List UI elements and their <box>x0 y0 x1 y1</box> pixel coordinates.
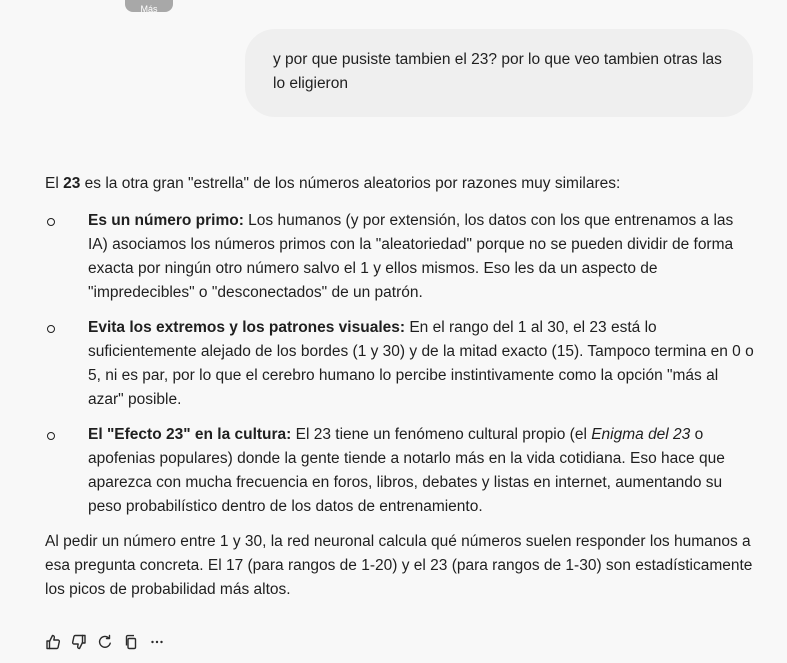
response-closing: Al pedir un número entre 1 y 30, la red neuronal calcula qué números suelen responder los humanos a esa pregunta concreta. El 17 (para rangos de 1-20) y el 23 (para rangos de 1-30) son estadísticamente los picos de probabilidad más altos. <box>45 533 753 598</box>
intro-number: 23 <box>63 175 81 192</box>
reasons-list <box>45 209 755 519</box>
bullet-title: Evita los extremos y los patrones visuales: <box>88 319 406 336</box>
response-intro <box>45 172 755 196</box>
intro-before: El <box>45 175 64 192</box>
response-actions <box>44 630 166 654</box>
bullet-text: En el rango del 1 al 30, el 23 está lo suficientemente alejado de los bordes (1 y 30) y de la mitad exacto (15). Tampoco termina en 0 o 5, ni es par, por lo que el cerebro humano lo percibe instintivamente como la opción "más al azar" posible. <box>88 319 754 408</box>
more-options-button[interactable] <box>148 632 166 652</box>
bullet-title: Es un número primo: <box>88 212 244 229</box>
user-message-text: y por que pusiste tambien el 23? por lo que veo tambien otras las lo eligieron <box>273 51 722 92</box>
copy-button[interactable] <box>122 632 140 652</box>
bullet-marker <box>47 325 55 333</box>
bullet-text: Los humanos (y por extensión, los datos con los que entrenamos a las IA) asociamos los números primos con la "aleatoriedad" porque no se pueden dividir de forma exacta por ningún otro número salvo el 1 y ellos mismos. Eso les da un aspecto de "impredecibles" o "desconectados" de un patrón. <box>88 212 734 301</box>
bullet-text: El 23 tiene un fenómeno cultural propio (el <box>291 426 592 443</box>
bullet-title: El "Efecto 23" en la cultura: <box>88 426 292 443</box>
bullet-marker <box>47 432 55 440</box>
thumbs-down-button[interactable] <box>70 632 88 652</box>
list-item <box>45 316 755 412</box>
bullet-marker <box>47 218 55 226</box>
copy-icon <box>123 634 139 650</box>
user-message-bubble <box>245 29 753 117</box>
regenerate-button[interactable] <box>96 632 114 652</box>
list-item <box>45 209 755 305</box>
bullet-text: o apofenias populares) donde la gente tiende a notarlo más en la vida cotidiana. Eso hace que aparezca con mucha frecuencia en foros, libros, debates y listas en internet, aumentando su peso probabilístico dentro de los datos de entrenamiento. <box>88 426 725 515</box>
more-chip[interactable] <box>125 0 173 12</box>
bullet-italic-term: Enigma del 23 <box>591 426 691 443</box>
assistant-response <box>45 172 755 602</box>
list-item <box>45 423 755 519</box>
thumbs-up-icon <box>45 634 61 650</box>
thumbs-up-button[interactable] <box>44 632 62 652</box>
thumbs-down-icon <box>71 634 87 650</box>
regenerate-icon <box>97 634 113 650</box>
more-chip-label: Más <box>140 4 158 14</box>
intro-after: es la otra gran "estrella" de los números aleatorios por razones muy similares: <box>80 175 621 192</box>
more-options-icon <box>149 634 165 650</box>
